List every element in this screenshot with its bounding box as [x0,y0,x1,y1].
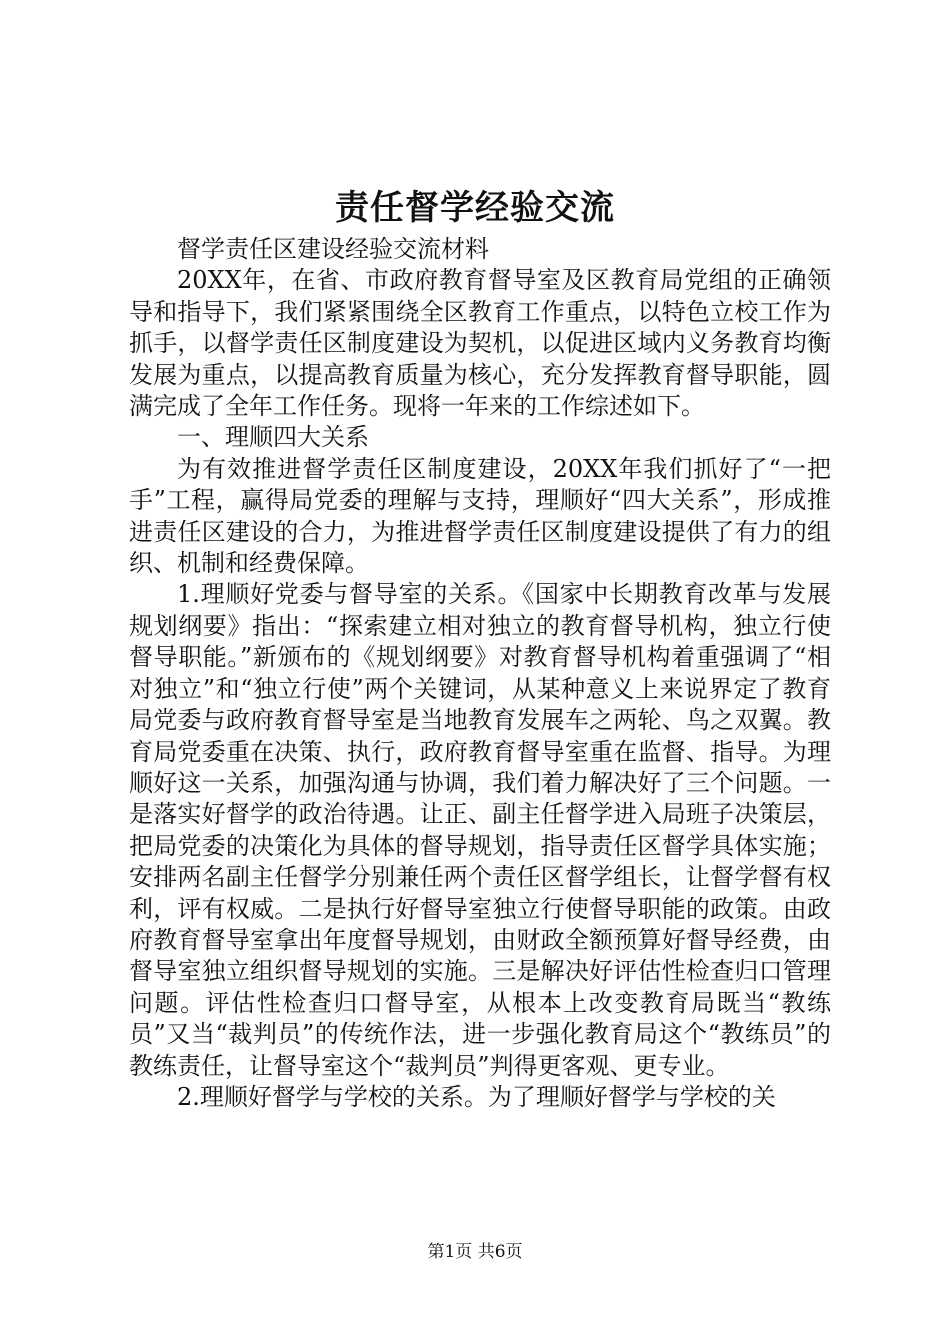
document-title: 责任督学经验交流 [335,188,615,228]
paragraph-point-1: 1.理顺好党委与督导室的关系。《国家中长期教育改革与发展规划纲要》指出：“探索建立相对独立的教育督导机构，独立行使督导职能。”新颁布的《规划纲要》对教育督导机构着重强调了“相对独立”和“独立行使”两个关键词，从某种意义上来说界定了教育局党委与政府教育督导室是当地教育发展车之两轮、鸟之双翼。教育局党委重在决策、执行，政府教育督导室重在监督、指导。为理顺好这一关系，加强沟通与协调，我们着力解决好了三个问题。一是落实好督学的政治待遇。让正、副主任督学进入局班子决策层，把局党委的决策化为具体的督导规划，指导责任区督学具体实施；安排两名副主任督学分别兼任两个责任区督学组长，让督学督有权利，评有权威。二是执行好督导室独立行使督导职能的政策。由政府教育督导室拿出年度督导规划，由财政全额预算好督导经费，由督导室独立组织督导规划的实施。三是解决好评估性检查归口管理问题。评估性检查归口督导室，从根本上改变教育局既当“教练员”又当“裁判员”的传统作法，进一步强化教育局这个“教练员”的教练责任，让督导室这个“裁判员”判得更客观、更专业。 [129,580,831,1080]
paragraph-subtitle: 督学责任区建设经验交流材料 [177,235,489,263]
section-heading: 一、理顺四大关系 [177,423,369,452]
document-body [129,234,831,1113]
paragraph-intro: 20XX年，在省、市政府教育督导室及区教育局党组的正确领导和指导下，我们紧紧围绕全区教育工作重点，以特色立校工作为抓手，以督学责任区制度建设为契机，以促进区域内义务教育均衡发展为重点，以提高教育质量为核心，充分发挥教育督导职能，圆满完成了全年工作任务。现将一年来的工作综述如下。 [129,266,831,421]
page-number-footer: 第1页 共6页 [427,1242,523,1262]
paragraph-point-2: 2.理顺好督学与学校的关系。为了理顺好督学与学校的关 [177,1082,776,1111]
paragraph-section-intro: 为有效推进督学责任区制度建设，20XX年我们抓好了“一把手”工程，赢得局党委的理解与支持，理顺好“四大关系”，形成推进责任区建设的合力，为推进督学责任区制度建设提供了有力的组织、机制和经费保障。 [129,454,831,578]
